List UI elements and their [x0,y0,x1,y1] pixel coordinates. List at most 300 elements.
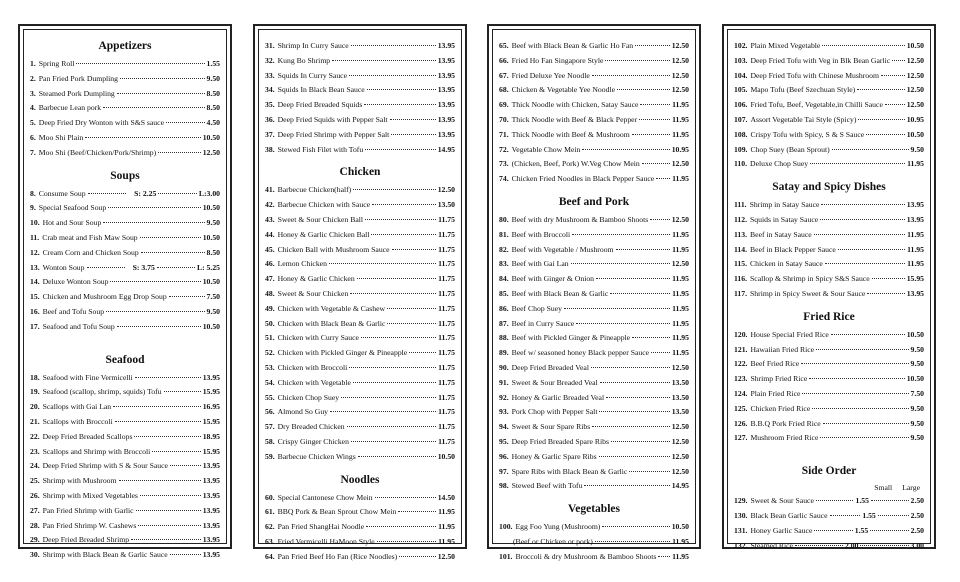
noodles-continued-list [499,39,689,187]
item-number: 35. [265,100,275,110]
item-price: 9.50 [910,418,924,428]
menu-item [30,320,220,335]
menu-item [265,550,455,565]
item-price: 13.50 [671,392,689,402]
menu-item [499,157,689,172]
dot-leader [87,267,125,268]
item-number: 1. [30,59,36,68]
dot-leader [816,349,908,350]
dot-leader [157,267,195,268]
item-number: 129. [734,496,748,506]
menu-item [734,54,924,69]
menu-item [734,143,924,158]
item-name: Barbecue Chicken(half) [277,185,352,195]
item-price: 13.95 [437,114,455,124]
menu-item [734,128,924,143]
item-name: Fried Deluxe Yee Noodle [511,70,590,80]
large-label: Large [902,483,920,493]
item-price: 10.50 [906,374,924,384]
item-price: 13.95 [202,476,220,486]
item-number: 84. [499,274,509,284]
item-price: 9.50 [910,144,924,154]
menu-item [499,83,689,98]
item-name: Fried Ho Fan Singapore Style [511,55,604,65]
item-name: Chicken & Vegetable Yee Noodle [511,85,616,95]
item-price: 11.95 [672,244,689,254]
item-price: 11.95 [672,174,689,184]
vegetables-list [499,520,689,535]
item-name: Shrimp in Spicy Sweet & Sour Sauce [750,288,866,298]
menu-panel-4 [722,24,936,549]
menu-item [265,491,455,506]
menu-item [499,54,689,69]
item-number: 96. [499,451,509,461]
dot-leader [605,60,669,61]
dot-leader [341,397,436,398]
item-price: 11.75 [438,377,455,387]
dot-leader [387,308,436,309]
dot-leader [831,334,905,335]
menu-item [30,116,220,131]
item-name: Wonton Soup [42,262,85,272]
item-number: 103. [734,55,748,65]
dot-leader [810,163,905,164]
item-price: 13.95 [906,200,924,210]
dot-leader [392,249,437,250]
dot-leader [571,263,670,264]
item-name: Deep Fried Shrimp with S & Sour Sauce [42,461,168,471]
panel-3-inner [492,29,696,561]
dot-leader [816,500,854,501]
item-number: 132. [734,540,748,550]
dot-leader [656,178,670,179]
small-label: Small [874,483,893,493]
item-price: L: 5.25 [196,262,220,272]
menu-item [734,539,924,554]
menu-item [499,302,689,317]
item-name: Beef with Black Bean & Garlic Ho Fan [511,41,634,50]
item-number: 68. [499,85,509,95]
item-number: 48. [265,288,275,298]
dot-leader [591,367,670,368]
item-small-price: 1.55 [854,525,869,535]
item-price: 12.50 [906,55,924,65]
item-name: Chicken with Vegetable & Cashew [277,303,386,313]
item-number: 104. [734,70,748,80]
soups-list [30,187,220,335]
dot-leader [136,510,201,511]
dot-leader [169,296,205,297]
dot-leader [110,281,200,282]
dot-leader [330,411,436,412]
item-price: 10.50 [202,321,220,331]
dot-leader [351,45,436,46]
dot-leader [595,541,670,542]
item-name: Chicken with Curry Sauce [277,333,359,343]
dot-leader [115,421,201,422]
item-number: 87. [499,318,509,328]
dot-leader [572,234,670,235]
item-number: 116. [734,274,748,284]
item-number: 29. [30,535,40,545]
item-price: 13.95 [202,490,220,500]
dot-leader [825,263,905,264]
item-price: 12.50 [671,159,689,169]
item-name: Black Bean Garlic Sauce [750,510,828,520]
menu-item [265,302,455,317]
menu-item [265,317,455,332]
heading-vegetables: Vegetables [568,503,620,516]
appetizers-list [30,57,220,161]
item-price: 12.50 [671,55,689,65]
dot-leader [103,222,204,223]
heading-beef-pork: Beef and Pork [558,195,630,208]
item-name: Beef in Curry Sauce [511,318,575,328]
item-number: 73. [499,159,509,169]
menu-item [734,243,924,258]
item-name: Chicken with Broccoli [277,362,348,372]
item-number: 65. [499,41,509,50]
item-price: 13.95 [202,461,220,471]
item-name: Deep Fried Dry Wonton with S&S sauce [38,118,164,128]
menu-panel-3 [487,24,701,561]
item-price: 10.95 [671,144,689,154]
seafood-continued-list [265,39,455,157]
item-price: 10.50 [437,451,455,461]
item-price: 11.75 [438,229,455,239]
item-number: 91. [499,377,509,387]
item-number: 26. [30,490,40,500]
item-number: 63. [265,536,275,546]
item-number: 105. [734,85,748,95]
item-name: Deep Fried Breaded Squids [277,100,363,110]
menu-item [499,361,689,376]
item-name: Consume Soup [38,188,86,198]
dot-leader [802,393,908,394]
dot-leader [357,278,436,279]
item-price: 9.50 [910,359,924,369]
item-number: 28. [30,520,40,530]
item-name: Deep Fried Tofu with Chinese Mushroom [750,70,879,80]
dot-leader [158,193,197,194]
dot-leader [170,554,201,555]
menu-item [499,287,689,302]
item-price: 16.95 [202,402,220,412]
item-number: 97. [499,466,509,476]
item-name: Beef and Tofu Soup [42,306,105,316]
item-name: Spring Roll [38,59,75,68]
item-name: Deluxe Chop Suey [750,159,809,169]
item-number: 9. [30,203,36,213]
dot-leader [871,500,909,501]
dot-leader [642,163,670,164]
menu-item [734,83,924,98]
item-name: Kung Bo Shrimp [277,55,331,65]
menu-item [30,57,220,72]
dot-leader [152,451,200,452]
dot-leader [814,234,905,235]
item-number: 100. [499,522,513,532]
menu-item [265,450,455,465]
item-name: Crispy Tofu with Spicy, S & S Sauce [750,129,865,139]
dot-leader [892,60,905,61]
menu-item [265,83,455,98]
item-name: Shrimp in Satay Sauce [749,200,820,210]
item-number: 110. [734,159,748,169]
item-price: 10.50 [202,203,220,213]
dot-leader [592,426,670,427]
item-name: Assort Vegetable Tai Style (Spicy) [750,114,857,124]
item-number: 3. [30,88,36,98]
item-name: Pan Fried Beef Ho Fan (Rice Noodles) [277,551,398,561]
item-number: 42. [265,200,275,210]
menu-item [734,157,924,172]
menu-item [265,113,455,128]
item-number: 123. [734,374,748,384]
item-number: 67. [499,70,509,80]
item-number: 108. [734,129,748,139]
item-number: 92. [499,392,509,402]
menu-item [499,435,689,450]
item-name: Scallop & Shrimp in Spicy S&S Sauce [750,274,870,284]
item-name: Beef w/ seasoned honey Black pepper Sauce [511,348,650,358]
item-number: 21. [30,416,40,426]
menu-item [499,420,689,435]
dot-leader [103,107,204,108]
item-price: 9.50 [910,344,924,354]
menu-item [265,198,455,213]
item-name: Chicken Fried Noodles in Black Pepper Sauce [511,174,655,184]
menu-item [734,524,924,539]
item-number: 64. [265,551,275,561]
item-name: Lemon Chicken [277,259,327,269]
item-name: (Chicken, Beef, Pork) W.Veg Chow Mein [511,159,640,169]
dot-leader [651,352,670,353]
item-number: 112. [734,214,748,224]
menu-item [265,505,455,520]
item-name: Honey & Garlic Chicken Ball [277,229,370,239]
dot-leader [347,426,436,427]
item-price: 11.95 [672,318,689,328]
item-number: 4. [30,103,36,113]
dot-leader [88,193,127,194]
item-name: Moo Shi Plain [38,132,84,142]
menu-item [499,128,689,143]
item-price: 12.50 [906,70,924,80]
item-name: Pan Fried ShangHai Noodle [277,522,365,532]
item-price: 13.50 [671,377,689,387]
dot-leader [367,89,436,90]
dot-leader [364,104,435,105]
item-name: Beef in Black Pepper Sauce [750,244,836,254]
item-number: 37. [265,129,275,139]
item-number: 124. [734,388,748,398]
panel-1-inner [23,29,227,560]
menu-item [30,290,220,305]
item-price: 11.95 [672,348,689,358]
item-number: 24. [30,461,40,471]
dot-leader [350,293,436,294]
dot-leader [658,556,670,557]
item-price: 9.50 [206,218,220,228]
dot-leader [390,119,436,120]
menu-item [499,69,689,84]
dot-leader [387,323,436,324]
item-number: 127. [734,433,748,443]
item-name: Shrimp In Curry Sauce [277,41,349,50]
dot-leader [164,391,201,392]
item-price: 15.95 [202,446,220,456]
item-name: Cream Corn and Chicken Soup [42,247,139,257]
item-name: Honey Garlic Sauce [750,525,813,535]
item-name: Chicken Ball with Mushroom Sauce [277,244,390,254]
item-number: 44. [265,229,275,239]
item-number: 13. [30,262,40,272]
item-price: 11.95 [438,536,455,546]
item-price: 10.50 [202,132,220,142]
item-small-price: S: 3.75 [132,262,155,272]
dot-leader [365,149,436,150]
item-small-price: S: 2.25 [134,188,157,198]
item-name: Stewed Fish Filet with Tofu [277,144,364,154]
item-name: Mushroom Fried Rice [750,433,819,443]
item-price: 11.95 [907,229,924,239]
dot-leader [371,234,436,235]
item-name: Shrimp Fried Rice [750,374,808,384]
item-price: 13.95 [202,520,220,530]
menu-item [265,272,455,287]
dot-leader [650,219,669,220]
item-price: 13.95 [437,85,455,95]
item-price: 1.55 [206,59,220,68]
item-name: Thick Noodle with Beef & Mushroom [511,129,630,139]
heading-satay-spicy: Satay and Spicy Dishes [772,181,886,194]
item-name: Squids In Curry Sauce [277,70,348,80]
menu-item [265,257,455,272]
menu-item [734,69,924,84]
dot-leader [640,104,670,105]
menu-item [265,535,455,550]
dot-leader [629,471,669,472]
item-number: 90. [499,362,509,372]
item-price: 11.75 [438,318,455,328]
item-number: 106. [734,100,748,110]
item-number: 45. [265,244,275,254]
item-price: 11.95 [672,303,689,313]
item-number: 66. [499,55,509,65]
dot-leader [878,515,909,516]
menu-item [499,172,689,187]
item-number: 109. [734,144,748,154]
item-number: 56. [265,407,275,417]
item-number: 98. [499,481,509,491]
beef-pork-list [499,213,689,494]
item-name: Seafood and Tofu Soup [42,321,115,331]
item-number: 101. [499,551,513,561]
menu-item [30,445,220,460]
item-number: 50. [265,318,275,328]
item-price: 11.75 [438,303,455,313]
item-number: 131. [734,525,748,535]
menu-item [734,328,924,343]
item-price: 11.75 [438,274,455,284]
item-number: 83. [499,259,509,269]
menu-item [499,143,689,158]
item-price: 11.95 [672,333,689,343]
item-name: Special Seafood Soup [38,203,107,213]
menu-item [734,372,924,387]
item-number: 95. [499,436,509,446]
menu-item [499,257,689,272]
item-name: Squids In Black Bean Sauce [277,85,365,95]
item-price: 2.50 [910,510,924,520]
item-name: Deluxe Wonton Soup [42,277,109,287]
menu-item [30,146,220,161]
item-number: 107. [734,114,748,124]
item-number: 49. [265,303,275,313]
item-price: 12.50 [671,41,689,50]
item-price: 15.95 [202,387,220,397]
item-name: Sweet & Sour Spare Ribs [511,422,591,432]
item-name: Spare Ribs with Black Bean & Garlic [511,466,628,476]
item-small-price: 1.55 [862,510,876,520]
item-number: 125. [734,403,748,413]
menu-item [499,465,689,480]
item-price: 15.95 [202,416,220,426]
menu-item [734,272,924,287]
item-price: 10.50 [906,41,924,50]
item-name: Beef with Ginger & Onion [511,274,595,284]
item-price: 13.95 [437,129,455,139]
item-price: L:3.00 [198,188,220,198]
item-name: Scallops and Shrimp with Broccoli [42,446,151,456]
item-name: Crab meat and Fish Maw Soup [42,232,138,242]
item-name: Chop Suey (Bean Sprout) [750,144,830,154]
item-name: Beef with Black Bean & Garlic [511,288,609,298]
dot-leader [821,204,904,205]
menu-item [265,228,455,243]
item-name: Chicken with Pickled Ginger & Pineapple [277,348,408,358]
item-name: House Special Fried Rice [750,329,829,339]
menu-item [30,275,220,290]
dot-leader [117,326,201,327]
dot-leader [611,441,670,442]
menu-item [30,533,220,548]
item-number: 111. [734,200,747,210]
item-price: 11.75 [438,362,455,372]
item-price: 10.95 [906,114,924,124]
dot-leader [85,137,201,138]
item-price: 13.95 [437,55,455,65]
menu-item [265,39,455,54]
menu-item [499,317,689,332]
item-number: 55. [265,392,275,402]
item-name: Special Cantonese Chow Mein [277,492,373,502]
item-number: 31. [265,41,275,50]
item-number: 53. [265,362,275,372]
item-price: 13.95 [437,100,455,110]
item-price: 11.95 [672,229,689,239]
item-number: 114. [734,244,748,254]
menu-item [265,54,455,69]
dot-leader [599,411,669,412]
item-number: 25. [30,476,40,486]
menu-item [734,494,924,509]
item-number: 117. [734,288,748,298]
dot-leader [353,382,436,383]
dot-leader [76,63,204,64]
item-price: 9.50 [206,306,220,316]
